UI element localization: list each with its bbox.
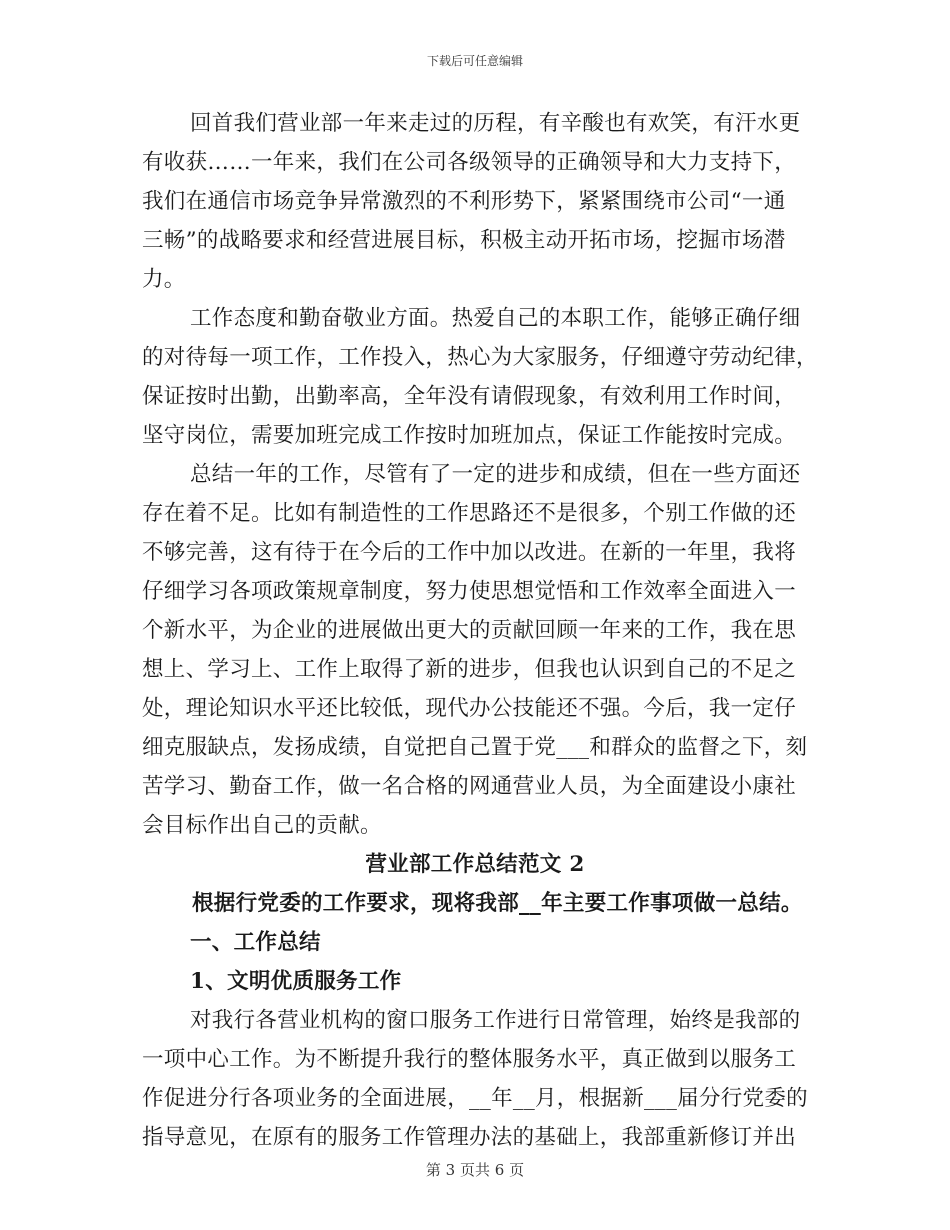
paragraph-line: 总结一年的工作，尽管有了一定的进步和成绩，但在一些方面还 [190, 462, 801, 487]
paragraph-line: 有收获……一年来，我们在公司各级领导的正确领导和大力支持下， [142, 150, 797, 175]
bold-intro-line: 根据行党委的工作要求，现将我部__年主要工作事项做一总结。 [192, 891, 803, 916]
document-body [142, 104, 818, 1157]
paragraph-line: 不够完善，这有待于在今后的工作中加以改进。在新的一年里，我将 [142, 540, 797, 565]
paragraph-line: 个新水平，为企业的进展做出更大的贡献回顾一年来的工作，我在思 [142, 618, 797, 643]
page-footer: 第 3 页共 6 页 [425, 1161, 525, 1179]
paragraph-line: 指导意见，在原有的服务工作管理办法的基础上，我部重新修订并出 [142, 1125, 797, 1150]
paragraph-line: 处，理论知识水平还比较低，现代办公技能还不强。今后，我一定仔 [142, 696, 797, 721]
paragraph-line: 三畅”的战略要求和经营进展目标，积极主动开拓市场，挖掘市场潜 [142, 228, 786, 253]
subsection-heading: 1、文明优质服务工作 [190, 969, 402, 994]
paragraph-line: 保证按时出勤，出勤率高，全年没有请假现象，有效利用工作时间， [142, 384, 797, 409]
paragraph-line: 会目标作出自己的贡献。 [142, 813, 382, 838]
paragraph-line: 的对待每一项工作，工作投入，热心为大家服务，仔细遵守劳动纪律， [142, 345, 818, 370]
section-heading: 一、工作总结 [190, 930, 321, 955]
paragraph-line: 存在着不足。比如有制造性的工作思路还不是很多，个别工作做的还 [142, 501, 797, 526]
section-title: 营业部工作总结范文 2 [365, 852, 585, 877]
paragraph-line: 力。 [142, 267, 186, 292]
paragraph-line: 苦学习、勤奋工作，做一名合格的网通营业人员，为全面建设小康社 [142, 774, 797, 799]
page-header: 下载后可任意编辑 [426, 54, 523, 68]
paragraph-line: 工作态度和勤奋敬业方面。热爱自己的本职工作，能够正确仔细 [190, 306, 801, 331]
paragraph-line: 坚守岗位，需要加班完成工作按时加班加点，保证工作能按时完成。 [142, 423, 797, 448]
paragraph-line: 想上、学习上、工作上取得了新的进步，但我也认识到自己的不足之 [142, 657, 797, 682]
paragraph-line: 仔细学习各项政策规章制度，努力使思想觉悟和工作效率全面进入一 [142, 579, 797, 604]
paragraph-line: 回首我们营业部一年来走过的历程，有辛酸也有欢笑，有汗水更 [190, 111, 801, 136]
paragraph-line: 一项中心工作。为不断提升我行的整体服务水平，真正做到以服务工 [142, 1047, 797, 1072]
paragraph-line: 细克服缺点，发扬成绩，自觉把自己置于党___和群众的监督之下，刻 [142, 735, 808, 760]
paragraph-line: 作促进分行各项业务的全面进展，__年__月，根据新___届分行党委的 [142, 1086, 808, 1111]
paragraph-line: 对我行各营业机构的窗口服务工作进行日常管理，始终是我部的 [190, 1008, 801, 1033]
paragraph-line: 我们在通信市场竞争异常激烈的不利形势下，紧紧围绕市公司“一通 [142, 189, 786, 214]
